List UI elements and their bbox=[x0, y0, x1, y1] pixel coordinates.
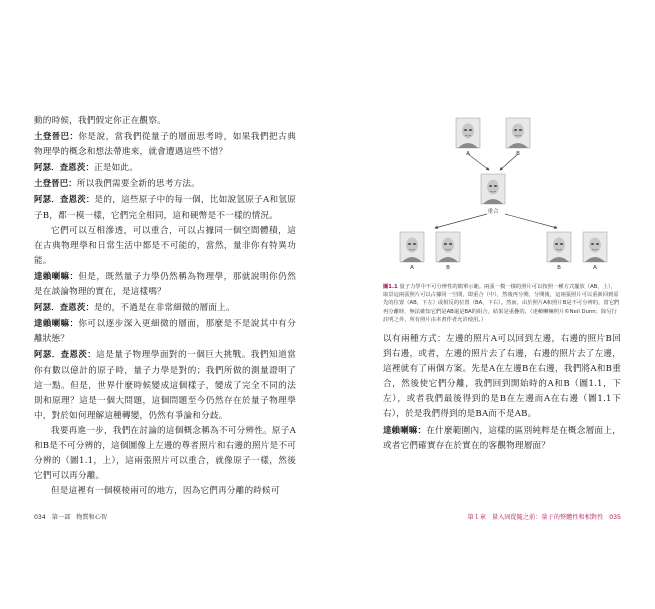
left-part: 第一部 bbox=[51, 514, 71, 521]
label-top-a: A bbox=[466, 151, 470, 157]
portrait-a-bottom-right bbox=[583, 232, 607, 262]
paragraph-text: 是的，這些原子中的每一個，比如說氫原子A和氫原子B，都一模一樣，它們完全相同，這和硬幣是不一樣的情況。 bbox=[34, 195, 296, 221]
speaker-name: 阿瑟．查恩茨： bbox=[34, 349, 97, 360]
label-bottom-2: B bbox=[446, 265, 450, 271]
speaker-name: 達賴喇嘛： bbox=[34, 318, 79, 329]
speaker-name: 阿瑟．查恩茨： bbox=[34, 162, 95, 173]
paragraph-text: 你是說，當我們從量子的層面思考時，如果我們把古典物理學的概念和想法帶進來，就會遭遇這些不惜？ bbox=[34, 132, 297, 158]
left-page-number: 034 bbox=[34, 514, 46, 521]
paragraph bbox=[34, 129, 296, 160]
paragraph-text: 我要再進一步，我們在討論的這個概念稱為不可分辨性。原子A和B是不可分辨的，這個圖像上左邊的尊者照片和右邊的照片是不可分辨的（圖1.1，上），這兩張照片可以重合，就像原子一樣，然後它們可以再分離。 bbox=[34, 425, 296, 482]
paragraph-text: 但是這裡有一個模棱兩可的地方，因為它們再分離的時候可 bbox=[51, 486, 280, 497]
speaker-name: 土登晉巴： bbox=[34, 178, 77, 189]
caption-text: 量子力學中不可分辨性的簡單示範。兩張一模一樣的照片可以按照一種方式擺放（AB，上），取景這兩張照片可以占據同一空間，即重合（中），然後再分開，分開後，這兩張照片可以重新回到原先的位置（AB，下左）或相反的位置（BA，下右）。然而，由於照片A和照片B是不可分辨的，當它們再分離時，無法確知它們是AB還是BA的組合，結果是重疊的。（達賴喇嘛照片©Neil Dunn；除另行註明之外，所有照片由本書作者允許使用。） bbox=[383, 284, 620, 323]
paragraph-text: 動的時候，我們假定你正在觀察。 bbox=[34, 116, 166, 126]
paragraph bbox=[34, 347, 296, 423]
speaker-name: 達賴喇嘛： bbox=[34, 270, 79, 281]
speaker-name: 土登晉巴： bbox=[34, 131, 79, 142]
label-bottom-1: A bbox=[410, 265, 414, 271]
paragraph-text: 但是，既然量子力學仍然稱為物理學，那就說明你仍然是在談論物理的實在，是這樣嗎？ bbox=[34, 271, 297, 298]
speaker-name: 達賴喇嘛： bbox=[383, 424, 427, 435]
portrait-b-bottom-right bbox=[547, 232, 571, 262]
paragraph-text: 所以我們需要全新的思考方法。 bbox=[76, 179, 200, 190]
paragraph bbox=[34, 269, 296, 300]
paragraph-text: 你可以逐步深入更細微的層面，那麼是不是說其中有分離狀態？ bbox=[34, 319, 297, 345]
portrait-a-top bbox=[456, 118, 480, 148]
portrait-a-bottom-left bbox=[400, 232, 424, 262]
paragraph-text: 在什麼範圍內，這樣的區別純粹是在概念層面上，或者它們確實存在於實在的客觀物理層面？ bbox=[383, 425, 622, 451]
speaker-name: 阿瑟．查恩茨： bbox=[34, 194, 95, 205]
portrait-b-bottom-left bbox=[436, 232, 460, 262]
paragraph bbox=[34, 316, 296, 347]
portrait-b-top bbox=[506, 118, 530, 148]
paragraph-text: 這是量子物理學面對的一個巨大挑戰。我們知道當你有數以億計的原子時，量子力學是對的；我們所做的測量證明了這一點。但是，世界什麼時候變成這個樣子，變成了完全不同的法則和原理？這是一個大問題，這個問題至今仍然存在於量子物理學中，對於如何理解這種轉變，仍然有爭論和分歧。 bbox=[34, 350, 296, 421]
paragraph-text: 是的，不過是在非常細微的層面上。 bbox=[94, 303, 235, 314]
label-bottom-4: A bbox=[593, 265, 597, 271]
paragraph-text: 正是如此。 bbox=[94, 163, 139, 174]
paragraph bbox=[34, 176, 296, 192]
paragraph bbox=[383, 332, 621, 423]
left-running-title: 物質和心智 bbox=[76, 514, 108, 521]
caption-number: 圖1.1 bbox=[383, 284, 398, 290]
label-top-b: B bbox=[516, 151, 520, 157]
paragraph-text: 它們可以互相滲透，可以重合，可以占據同一個空間體積，這在古典物理學和日常生活中都是不可能的，當然，量非你有特異功能。 bbox=[34, 225, 296, 266]
speaker-name: 阿瑟．查恩茨： bbox=[34, 302, 95, 313]
paragraph bbox=[34, 424, 296, 484]
paragraph bbox=[383, 423, 621, 454]
paragraph bbox=[34, 224, 296, 269]
left-page-body bbox=[34, 114, 296, 499]
paragraph bbox=[34, 114, 296, 129]
right-footer bbox=[467, 512, 621, 521]
paragraph bbox=[34, 192, 296, 223]
paragraph bbox=[34, 160, 296, 176]
right-chapter: 第１章 bbox=[467, 514, 486, 521]
right-page-number: 035 bbox=[609, 514, 621, 521]
paragraph bbox=[34, 484, 296, 499]
right-page-body bbox=[383, 332, 621, 454]
paragraph-text: 以有兩種方式：左邊的照片A可以回到左邊，右邊的照片B回到右邊，或者，左邊的照片去了右邊，右邊的照片去了左邊，這裡就有了兩個方案。先是A在左邊B在右邊，我們將A和B重合，然後使它們分離，我們回到開始時的A和B（圖1.1，下左），或者我們最後得到的是B在左邊而A在右邊（圖1.1下右），於是我們得到的是BA而不是AB。 bbox=[383, 334, 621, 420]
label-bottom-3: B bbox=[557, 265, 561, 271]
right-running-title: 量入固從隨之前：量子的整體性和相對性 bbox=[491, 514, 604, 521]
paragraph bbox=[34, 300, 296, 316]
label-overlap: 重合 bbox=[487, 209, 499, 215]
figure-1-1 bbox=[383, 114, 621, 292]
portrait-overlap bbox=[481, 174, 505, 204]
left-footer bbox=[34, 512, 107, 521]
figure-caption bbox=[383, 283, 621, 324]
